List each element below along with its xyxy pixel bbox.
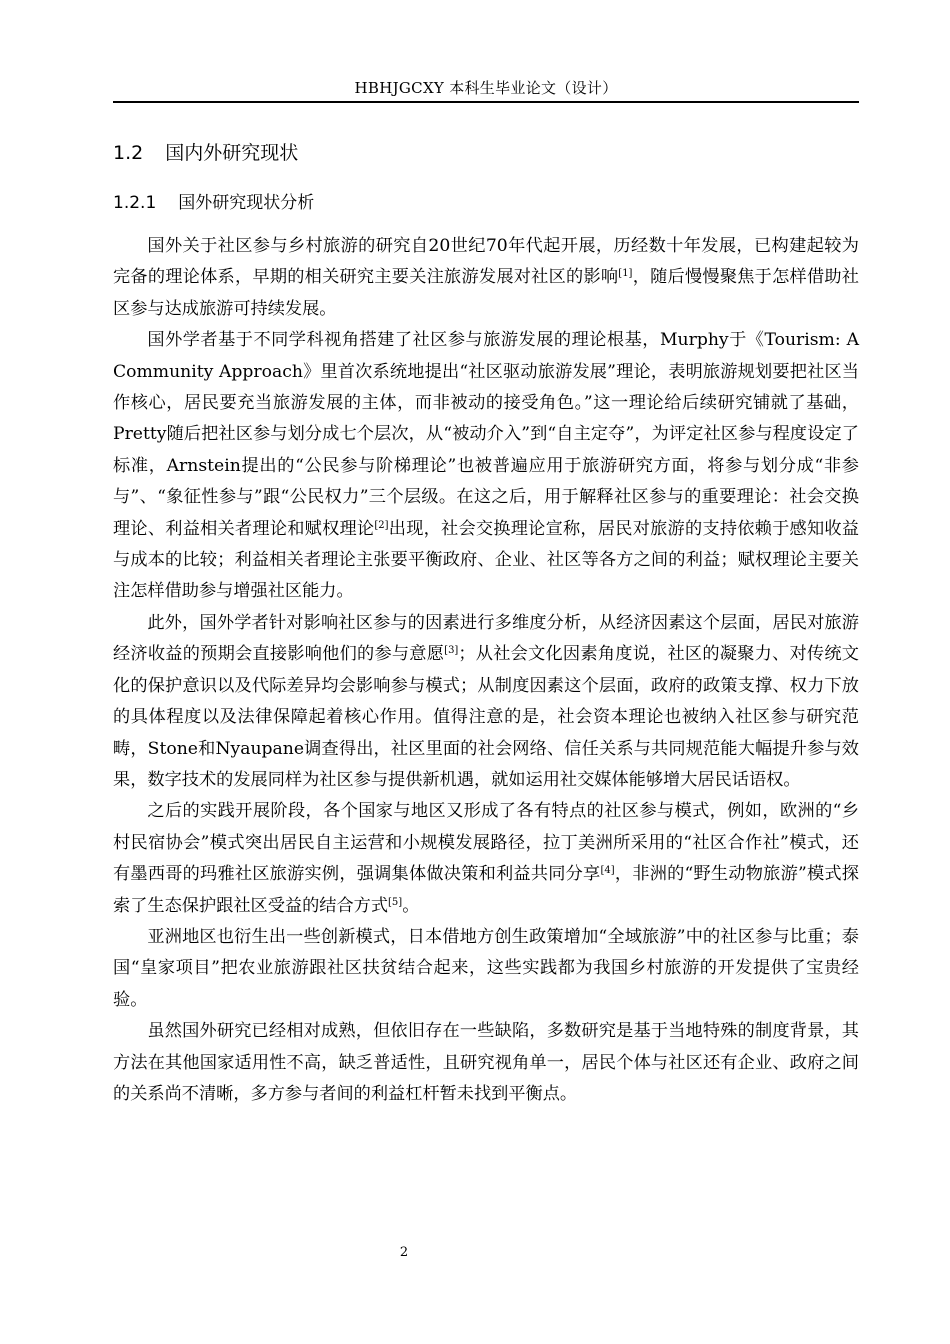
section-heading (113, 139, 298, 167)
paragraph: 此外，国外学者针对影响社区参与的因素进行多维度分析，从经济因素这个层面，居民对旅游经济收益的预期会直接影响他们的参与意愿[3]；从社会文化因素角度说，社区的凝聚力、对传统文化的保护意识以及代际差异均会影响参与模式；从制度因素这个层面，政府的政策支撑、权力下放的具体程度以及法律保障起着核心作用。值得注意的是，社会资本理论也被纳入社区参与研究范畴，Stone和Nyaupane调查得出，社区里面的社会网络、信任关系与共同规范能大幅提升参与效果，数字技术的发展同样为社区参与提供新机遇，就如运用社交媒体能够增大居民话语权。 (113, 612, 859, 790)
paragraph: 国外学者基于不同学科视角搭建了社区参与旅游发展的理论根基，Murphy于《Tourism: A Community Approach》里首次系统地提出“社区驱动旅游发展”理论，表明旅游规划要把社区当作核心，居民要充当旅游发展的主体，而非被动的接受角色。”这一理论给后续研究铺就了基础，Pretty随后把社区参与划分成七个层次，从“被动介入”到“自主定夺”，为评定社区参与程度设定了标准，Arnstein提出的“公民参与阶梯理论”也被普遍应用于旅游研究方面，将参与划分成“非参与”、“象征性参与”跟“公民权力”三个层级。在这之后，用于解释社区参与的重要理论：社会交换理论、利益相关者理论和赋权理论[2]出现，社会交换理论宣称，居民对旅游的支持依赖于感知收益与成本的比较；利益相关者理论主张要平衡政府、企业、社区等各方之间的利益；赋权理论主要关注怎样借助参与增强社区能力。 (113, 330, 859, 602)
citation-ref: [5] (388, 896, 403, 908)
paragraph: 亚洲地区也衍生出一些创新模式，日本借地方创生政策增加“全域旅游”中的社区参与比重；泰国“皇家项目”把农业旅游跟社区扶贫结合起来，这些实践都为我国乡村旅游的开发提供了宝贵经验。 (113, 926, 859, 1010)
subsection-number: 1.2.1 (113, 193, 157, 213)
subsection-title: 国外研究现状分析 (178, 193, 315, 213)
subsection-heading (113, 190, 314, 216)
paragraph: 之后的实践开展阶段，各个国家与地区又形成了各有特点的社区参与模式，例如，欧洲的“乡村民宿协会”模式突出居民自主运营和小规模发展路径，拉丁美洲所采用的“社区合作社”模式，还有墨西哥的玛雅社区旅游实例，强调集体做决策和利益共同分享[4]，非洲的“野生动物旅游”模式探索了生态保护跟社区受益的结合方式[5]。 (113, 801, 859, 916)
citation-ref: [3] (444, 645, 459, 657)
citation-ref: [2] (374, 519, 389, 531)
citation-ref: [1] (618, 268, 633, 280)
section-title: 国内外研究现状 (165, 142, 299, 164)
page-number: 2 (399, 1245, 409, 1260)
paragraph: 虽然国外研究已经相对成熟，但依旧存在一些缺陷，多数研究是基于当地特殊的制度背景，其方法在其他国家适用性不高，缺乏普适性，且研究视角单一，居民个体与社区还有企业、政府之间的关系尚不清晰，多方参与者间的利益杠杆暂未找到平衡点。 (113, 1021, 859, 1104)
paragraph: 国外关于社区参与乡村旅游的研究自20世纪70年代起开展，历经数十年发展，已构建起较为完备的理论体系，早期的相关研究主要关注旅游发展对社区的影响[1]，随后慢慢聚焦于怎样借助社区参与达成旅游可持续发展。 (113, 236, 859, 319)
header-rule (113, 101, 859, 103)
section-number: 1.2 (113, 142, 144, 164)
citation-ref: [4] (600, 865, 615, 877)
running-header: HBHJGCXY 本科生毕业论文（设计） (354, 79, 618, 97)
body-text (113, 231, 859, 1110)
